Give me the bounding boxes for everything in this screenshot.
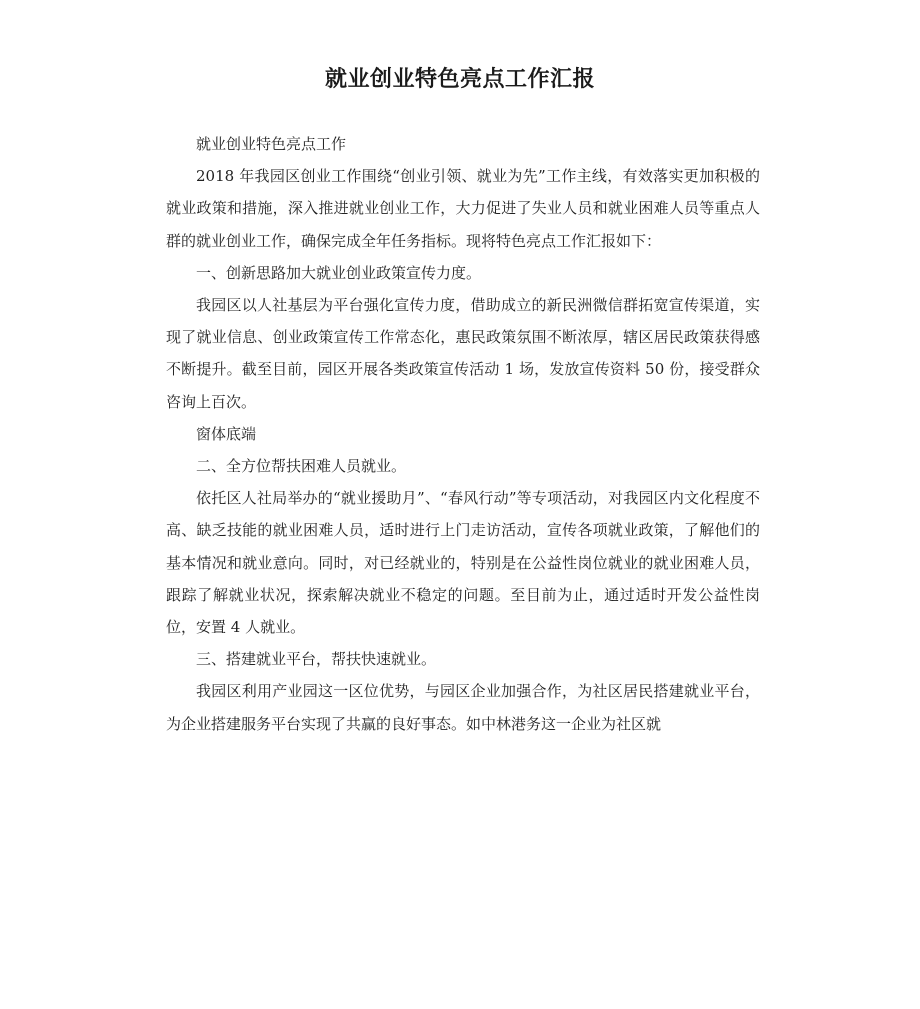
section-heading-1: 一、创新思路加大就业创业政策宣传力度。 — [196, 263, 482, 282]
paragraph-section-3: 我园区利用产业园这一区位优势，与园区企业加强合作，为社区居民搭建就业平台，为企业搭建服务平台实现了共赢的良好事态。如中林港务这一企业为社区就 — [166, 682, 760, 733]
section-heading-3: 三、搭建就业平台，帮扶快速就业。 — [196, 650, 437, 669]
document-body — [166, 128, 760, 740]
section-heading-2: 二、全方位帮扶困难人员就业。 — [196, 457, 407, 476]
document-title: 就业创业特色亮点工作汇报 — [324, 67, 595, 92]
paragraph-intro: 2018 年我园区创业工作围绕“创业引领、就业为先”工作主线，有效落实更加积极的就业政策和措施，深入推进就业创业工作，大力促进了失业人员和就业困难人员等重点人群的就业创业工作，确保完成全年任务指标。现将特色亮点工作汇报如下： — [166, 167, 760, 250]
paragraph-section-2: 依托区人社局举办的“就业援助月”、“春风行动”等专项活动，对我园区内文化程度不高、缺乏技能的就业困难人员，适时进行上门走访活动，宣传各项就业政策，了解他们的基本情况和就业意向。同时，对已经就业的，特别是在公益性岗位就业的就业困难人员，跟踪了解就业状况，探索解决就业不稳定的问题。至目前为止，通过适时开发公益性岗位，安置 4 人就业。 — [166, 489, 760, 637]
paragraph-section-1: 我园区以人社基层为平台强化宣传力度，借助成立的新民洲微信群拓宽宣传渠道，实现了就业信息、创业政策宣传工作常态化，惠民政策氛围不断浓厚，辖区居民政策获得感不断提升。截至目前，园区开展各类政策宣传活动 1 场，发放宣传资料 50 份，接受群众咨询上百次。 — [166, 296, 760, 411]
paragraph-form-bottom: 窗体底端 — [196, 424, 257, 443]
paragraph-subtitle: 就业创业特色亮点工作 — [196, 135, 347, 153]
